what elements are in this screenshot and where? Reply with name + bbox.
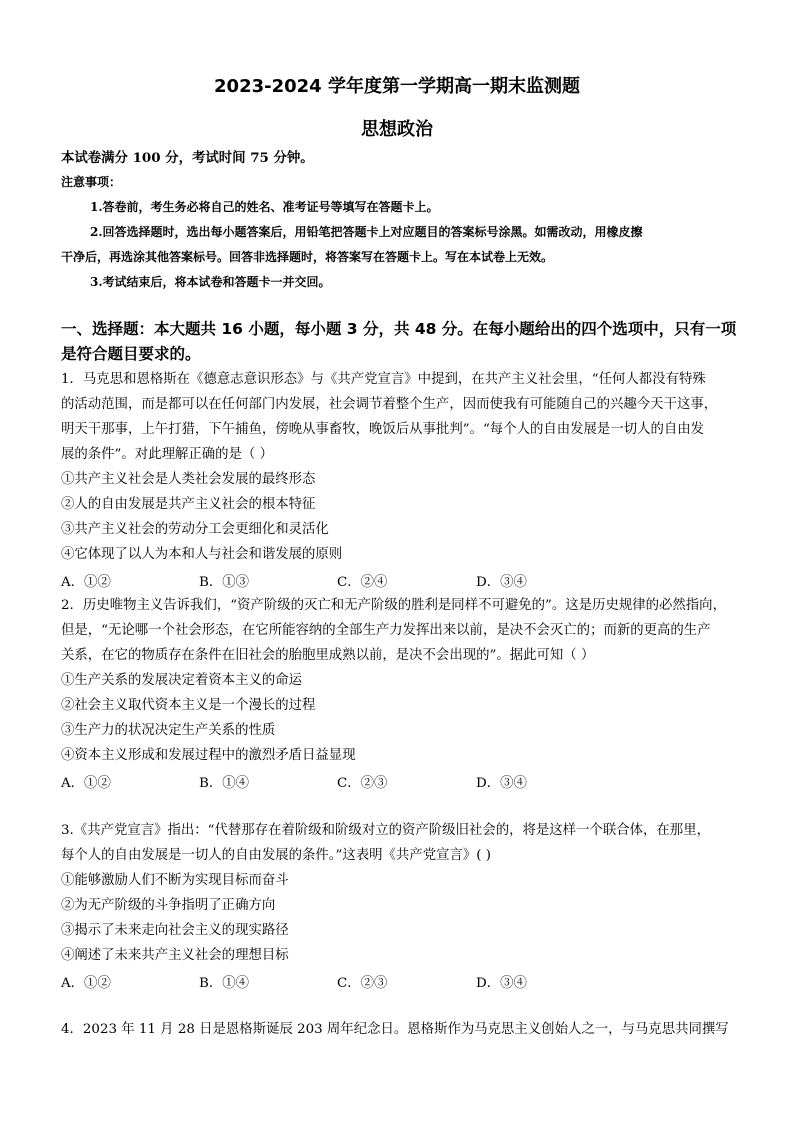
notice-label: 注意事项： [61, 175, 122, 189]
answer-option-a: A．①② [61, 575, 111, 590]
section-heading: 是符合题目要求的。 [61, 345, 201, 363]
notice-item: 3.考试结束后，将本试卷和答题卡一并交回。 [90, 275, 331, 289]
question-text: 4．2023 年 11 月 28 日是恩格斯诞辰 203 周年纪念日。恩格斯作为马克思主义创始人之一，与马克思共同撰写 [61, 1022, 729, 1037]
notice-item: 2.回答选择题时，选出每小题答案后，用铅笔把答题卡上对应题目的答案标号涂黑。如需改动，用橡皮擦 [90, 225, 643, 239]
question-text: 关系，在它的物质存在条件在旧社会的胎胞里成熟以前，是决不会出现的”。据此可知（ ） [61, 648, 595, 663]
question-text: 2．历史唯物主义告诉我们，“资产阶级的灭亡和无产阶级的胜利是同样不可避免的”。这是历史规律的必然指向， [61, 598, 726, 613]
question-text: 3.《共产党宣言》指出：“代替那存在着阶级和阶级对立的资产阶级旧社会的，将是这样一个联合体，在那里， [61, 823, 710, 838]
question-item: ②人的自由发展是共产主义社会的根本特征 [61, 497, 316, 512]
question-item: ②社会主义取代资本主义是一个漫长的过程 [61, 698, 316, 713]
answer-option-c: C．②③ [337, 976, 388, 991]
question-item: ①生产关系的发展决定着资本主义的命运 [61, 673, 303, 688]
answer-option-c: C．②④ [337, 575, 388, 590]
question-item: ①共产主义社会是人类社会发展的最终形态 [61, 472, 316, 487]
question-item: ①能够激励人们不断为实现目标而奋斗 [61, 873, 289, 888]
section-heading: 一、选择题：本大题共 16 小题，每小题 3 分，共 48 分。在每小题给出的四个选项中，只有一项 [61, 320, 737, 338]
question-item: ③揭示了未来走向社会主义的现实路径 [61, 923, 289, 938]
exam-title: 2023-2024 学年度第一学期高一期末监测题 [214, 76, 580, 97]
answer-option-d: D．③④ [476, 575, 527, 590]
question-item: ④阐述了未来共产主义社会的理想目标 [61, 948, 289, 963]
question-text: 每个人的自由发展是一切人的自由发展的条件。”这表明《共产党宣言》( ) [61, 848, 491, 863]
subject-title: 思想政治 [361, 119, 433, 140]
question-item: ④它体现了以人为本和人与社会和谐发展的原则 [61, 547, 343, 562]
answer-option-c: C．②③ [337, 776, 388, 791]
answer-option-d: D．③④ [476, 776, 527, 791]
question-text: 展的条件”。对此理解正确的是（ ） [61, 447, 273, 462]
question-text: 1．马克思和恩格斯在《德意志意识形态》与《共产党宣言》中提到，在共产主义社会里，“任何人都没有特殊 [61, 372, 706, 387]
question-text: 的活动范围，而是都可以在任何部门内发展，社会调节着整个生产，因而使我有可能随自己的兴趣今天干这事， [61, 397, 718, 412]
answer-option-d: D．③④ [476, 976, 527, 991]
question-item: ④资本主义形成和发展过程中的激烈矛盾日益显现 [61, 748, 356, 763]
answer-option-b: B．①④ [199, 776, 250, 791]
question-item: ②为无产阶级的斗争指明了正确方向 [61, 898, 276, 913]
score-time-note: 本试卷满分 100 分，考试时间 75 分钟。 [61, 150, 314, 166]
question-text: 但是，“无论哪一个社会形态，在它所能容纳的全部生产力发挥出来以前，是决不会灭亡的；而新的更高的生产 [61, 623, 711, 638]
question-item: ③共产主义社会的劳动分工会更细化和灵活化 [61, 522, 329, 537]
answer-option-a: A．①② [61, 776, 111, 791]
answer-option-b: B．①③ [199, 575, 250, 590]
notice-item: 干净后，再选涂其他答案标号。回答非选择题时，将答案写在答题卡上。写在本试卷上无效。 [61, 250, 554, 264]
answer-option-b: B．①④ [199, 976, 250, 991]
question-item: ③生产力的状况决定生产关系的性质 [61, 723, 276, 738]
notice-item: 1.答卷前，考生务必将自己的姓名、准考证号等填写在答题卡上。 [90, 200, 439, 214]
question-text: 明天干那事，上午打猎，下午捕鱼，傍晚从事畜牧，晚饭后从事批判”。“每个人的自由发展是一切人的自由发 [61, 422, 705, 437]
answer-option-a: A．①② [61, 976, 111, 991]
